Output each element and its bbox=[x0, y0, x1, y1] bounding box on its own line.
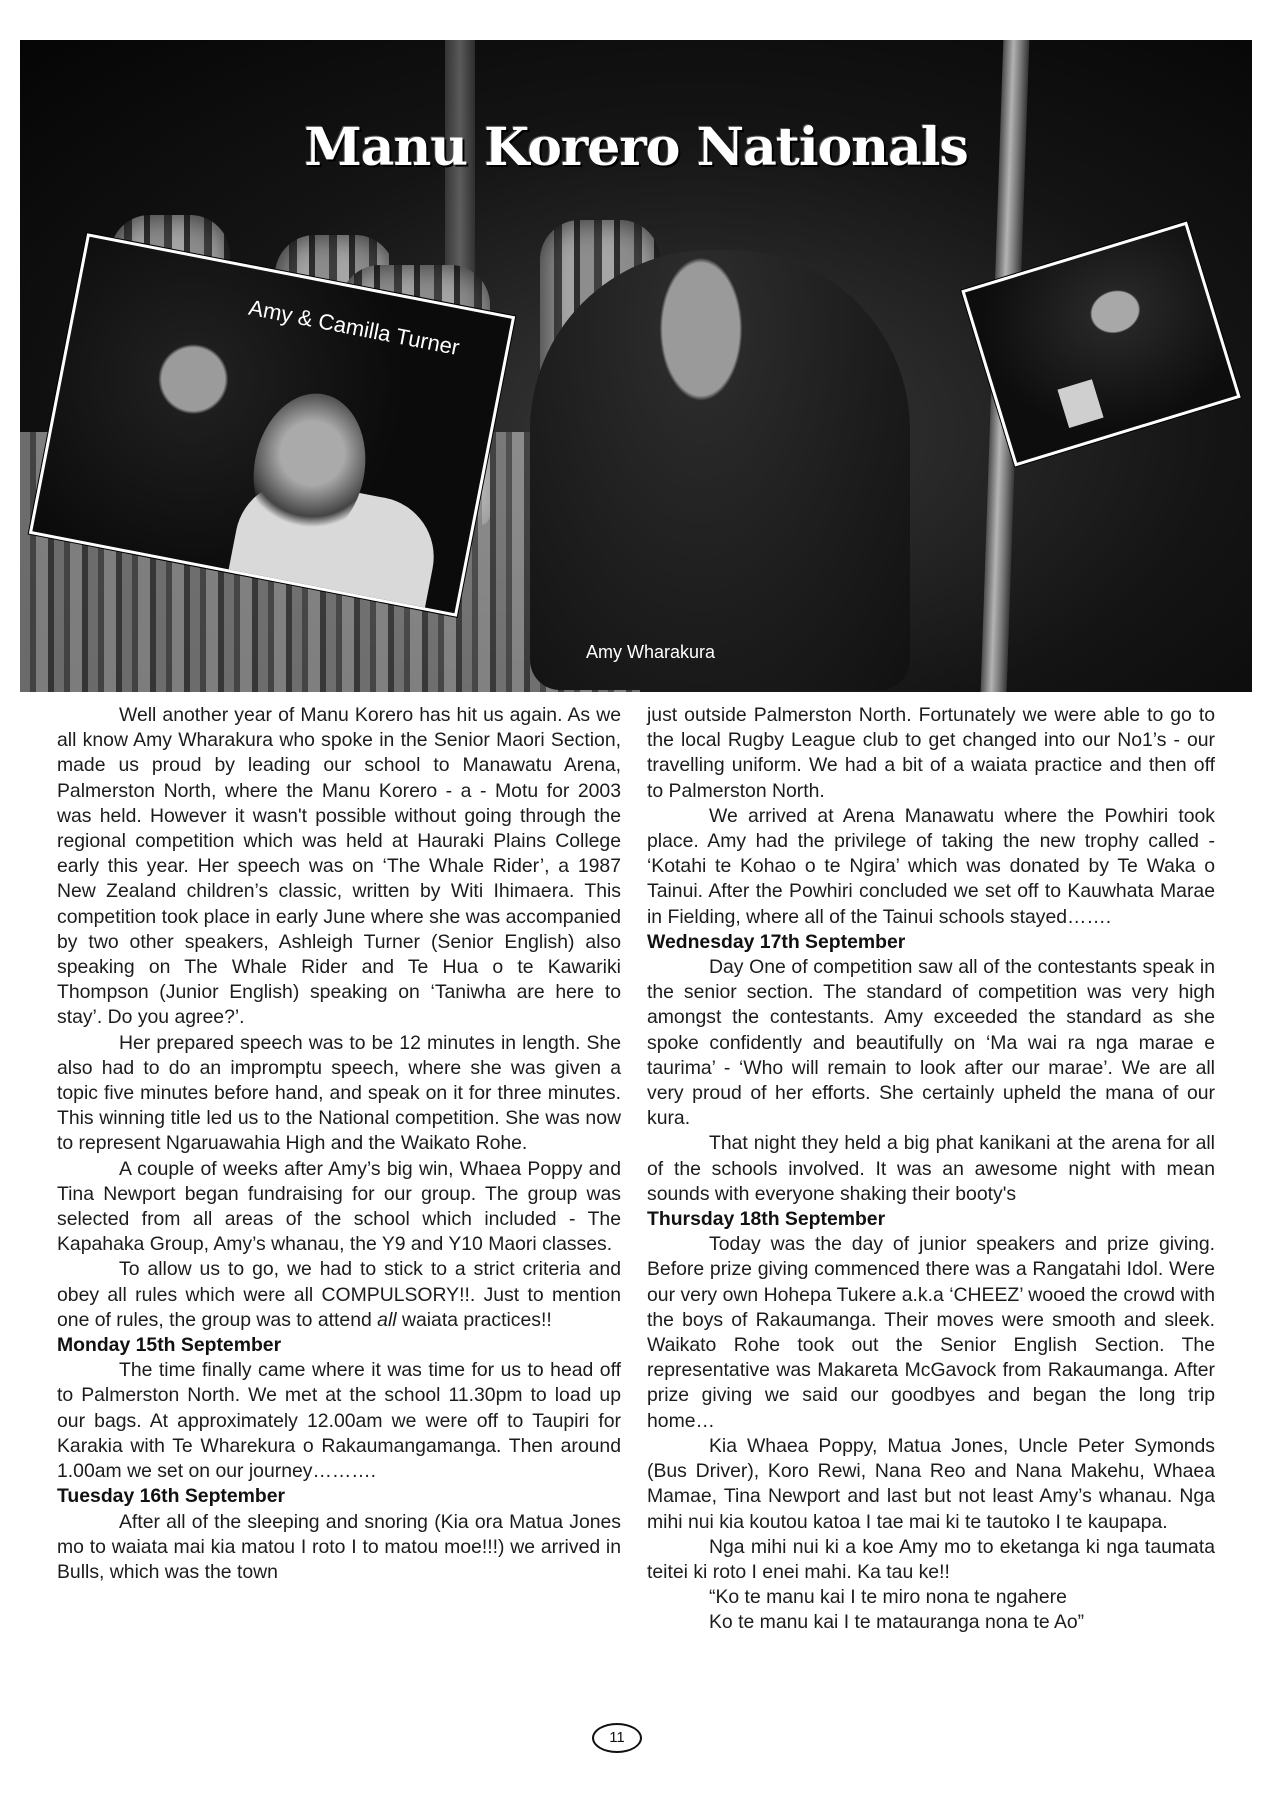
section-heading-tuesday: Tuesday 16th September bbox=[57, 1485, 286, 1508]
article-paragraph: Well another year of Manu Korero has hit us again. As we all know Amy Wharakura who spoke in the Senior Maori Section, made us proud by leading our school to Manawatu Arena, Palmerston North, where the Manu Korero - a - Motu for 2003 was held. However it wasn't possible without going through the regional competition which was held at Hauraki Plains College early this year. Her speech was on ‘The Whale Rider’, a 1987 New Zealand children’s classic, written by Witi Ihimaera. This competition took place in early June where she was accompanied by two other speakers, Ashleigh Turner (Senior English) also speaking on The Whale Rider and Te Hua o te Kawariki Thompson (Junior English) speaking on ‘Taniwha are here to stay’. Do you agree?’. bbox=[57, 704, 621, 1029]
closing-proverb-line: “Ko te manu kai I te miro nona te ngahere bbox=[709, 1586, 1067, 1609]
article-paragraph: The time finally came where it was time for us to head off to Palmerston North. We met at the school 11.30pm to load up our bags. At approximately 12.00am we were off to Taupiri for Karakia with Te Wharekura o Rakaumangamanga. Then around 1.00am we set on our journey………. bbox=[57, 1359, 621, 1483]
article-paragraph: Her prepared speech was to be 12 minutes in length. She also had to do an impromptu speech, where she was given a topic five minutes before hand, and speak on it for three minutes. This winning title led us to the National competition. She was now to represent Ngaruawahia High and the Waikato Rohe. bbox=[57, 1031, 621, 1155]
page-number: 11 bbox=[592, 1723, 642, 1753]
article-paragraph: Day One of competition saw all of the contestants speak in the senior section. The standard of competition was very high amongst the contestants. Amy exceeded the standard as she spoke confidently and beautifully on ‘Ma wai ra nga marae e taurima’ - ‘Who will remain to look after our marae’. We are all very proud of her efforts. She certainly upheld the mana of our kura. bbox=[647, 956, 1215, 1130]
article-paragraph bbox=[57, 1257, 621, 1333]
page-title: Manu Korero Nationals bbox=[304, 116, 968, 178]
article-paragraph: Kia Whaea Poppy, Matua Jones, Uncle Peter Symonds (Bus Driver), Koro Rewi, Nana Reo and Nana Makehu, Whaea Mamae, Tina Newport and last but not least Amy’s whanau. Nga mihi nui kia koutou katoa I tae mai ki te tautoko I te kaupapa. bbox=[647, 1434, 1215, 1533]
article-column-right bbox=[647, 703, 1215, 1636]
article-paragraph: A couple of weeks after Amy’s big win, Whaea Poppy and Tina Newport began fundraising for our group. The group was selected from all areas of the school which included - The Kapahaka Group, Amy’s whanau, the Y9 and Y10 Maori classes. bbox=[57, 1157, 621, 1256]
section-heading-monday: Monday 15th September bbox=[57, 1334, 282, 1357]
article-paragraph: Nga mihi nui ki a koe Amy mo to eketanga ki nga taumata teitei ki roto I enei mahi. Ka tau ke!! bbox=[647, 1535, 1215, 1583]
photo-detail bbox=[1057, 379, 1103, 428]
section-heading-wednesday: Wednesday 17th September bbox=[647, 930, 906, 953]
text-run: To allow us to go, we had to stick to a strict criteria and obey all rules which were all COMPULSORY!!. Just to mention one of rules, the group was to attend bbox=[57, 1258, 621, 1331]
photo-subject-amy bbox=[530, 250, 910, 690]
main-photo-caption: Amy Wharakura bbox=[586, 642, 716, 662]
emphasis-text: all bbox=[377, 1308, 397, 1331]
article-paragraph: We arrived at Arena Manawatu where the Powhiri took place. Amy had the privilege of taking the new trophy called - ‘Kotahi te Kohao o te Ngira’ which was donated by Te Waka o Tainui. After the Powhiri concluded we set off to Kauwhata Marae in Fielding, where all of the Tainui schools stayed……. bbox=[647, 804, 1215, 928]
article-paragraph: Today was the day of junior speakers and prize giving. Before prize giving commenced there was a Rangatahi Idol. Were our very own Hohepa Tukere a.k.a ‘CHEEZ’ wooed the crowd with the boys of Rakaumanga. Their moves were smooth and sleek. Waikato Rohe took out the Senior English Section. The representative was Makareta McGavock from Rakaumanga. After prize giving we said our goodbyes and began the long trip home… bbox=[647, 1233, 1215, 1432]
section-heading-thursday: Thursday 18th September bbox=[647, 1208, 886, 1231]
article-column-left bbox=[57, 703, 621, 1585]
hero-photo-collage bbox=[20, 40, 1252, 692]
article-paragraph: That night they held a big phat kanikani at the arena for all of the schools involved. It was an awesome night with mean sounds with everyone shaking their booty's bbox=[647, 1132, 1215, 1205]
article-paragraph: After all of the sleeping and snoring (Kia ora Matua Jones mo to waiata mai kia matou I roto I to matou moe!!!) we arrived in Bulls, which was the town bbox=[57, 1510, 621, 1583]
closing-proverb-line: Ko te manu kai I te matauranga nona te Ao” bbox=[709, 1611, 1085, 1634]
inset-photo-caption: Amy & Camilla Turner bbox=[246, 294, 462, 361]
text-run: waiata practices!! bbox=[396, 1308, 552, 1331]
article-paragraph-continued: just outside Palmerston North. Fortunately we were able to go to the local Rugby League club to get changed into our No1’s - our travelling uniform. We had a bit of a waiata practice and then off to Palmerston North. bbox=[647, 704, 1215, 802]
